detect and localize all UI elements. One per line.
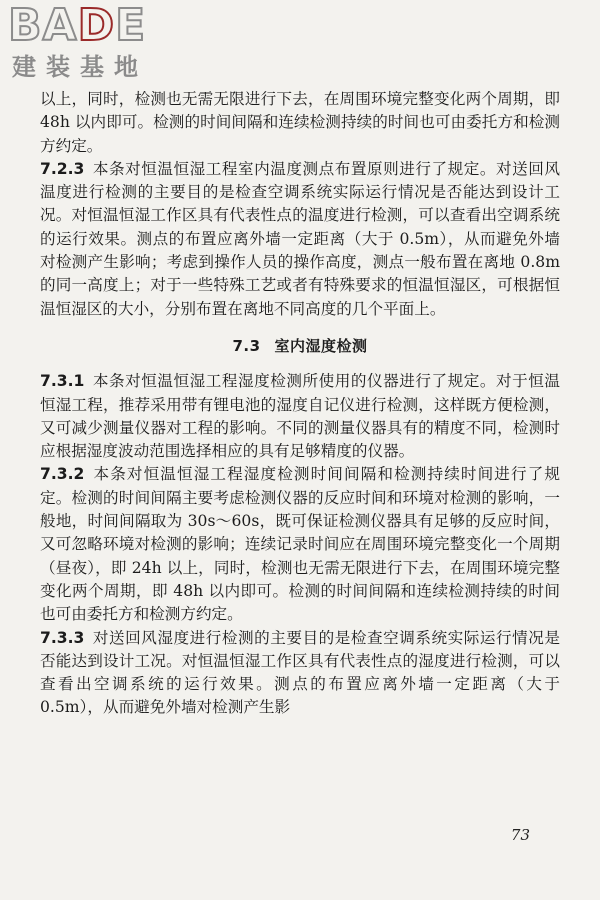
section-number: 7.3 xyxy=(232,336,261,355)
clause-paragraph: 7.3.2 本条对恒温恒湿工程湿度检测时间间隔和检测持续时间进行了规定。检测的时间间隔主要考虑检测仪器的反应时间和环境对检测的影响，一般地，时间间隔取为 30s～60s，既可保证检测仪器具有足够的反应时间，又可忽略环境对检测的影响；连续记录时间应在周围环境完整变化一个周期（昼夜），即 24h 以上，同时，检测也无需无限进行下去，在周围环境完整变化两个周期，即 48h 以内即可。检测的时间间隔和连续检测持续的时间也可由委托方和检测方约定。 xyxy=(40,465,560,624)
paragraph: 以上，同时，检测也无需无限进行下去，在周围环境完整变化两个周期，即 48h 以内即可。检测的时间间隔和连续检测持续的时间也可由委托方和检测方约定。 xyxy=(40,90,560,155)
clause-paragraph: 7.3.3 对送回风湿度进行检测的主要目的是检查空调系统实际运行情况是否能达到设计工况。对恒温恒湿工作区具有代表性点的湿度进行检测，可以查看出空调系统的运行效果。测点的布置应离外墙一定距离（大于 0.5m），从而避免外墙对检测产生影 xyxy=(40,628,560,717)
clause-paragraph: 7.3.1 本条对恒温恒湿工程湿度检测所使用的仪器进行了规定。对于恒温恒湿工程，推荐采用带有锂电池的湿度自记仪进行检测，这样既方便检测，又可减少测量仪器对工程的影响。不同的测量仪器具有的精度不同，检测时应根据湿度波动范围选择相应的具有足够精度的仪器。 xyxy=(40,372,560,461)
section-title: 室内湿度检测 xyxy=(274,336,368,355)
clause-number: 7.2.3 xyxy=(40,159,85,178)
section-heading xyxy=(40,335,560,358)
body-text xyxy=(40,88,560,720)
watermark-brand: BADE xyxy=(8,0,147,51)
watermark-logo xyxy=(8,2,188,88)
clause-paragraph: 7.2.3 本条对恒温恒湿工程室内温度测点布置原则进行了规定。对送回风温度进行检测的主要目的是检查空调系统实际运行情况是否能达到设计工况。对恒温恒湿工作区具有代表性点的温度进行检测，可以查看出空调系统的运行效果。测点的布置应离外墙一定距离（大于 0.5m），从而避免外墙对检测产生影响；考虑到操作人员的操作高度，测点一般布置在离地 0.8m 的同一高度上；对于一些特殊工艺或者有特殊要求的恒温恒湿区，可根据恒温恒湿区的大小，分别布置在离地不同高度的几个平面上。 xyxy=(40,159,560,318)
clause-number: 7.3.1 xyxy=(40,372,85,391)
clause-number: 7.3.2 xyxy=(40,465,85,484)
page-number: 73 xyxy=(510,826,530,844)
clause-number: 7.3.3 xyxy=(40,628,85,647)
watermark-subtitle: 建装基地 xyxy=(12,53,148,81)
